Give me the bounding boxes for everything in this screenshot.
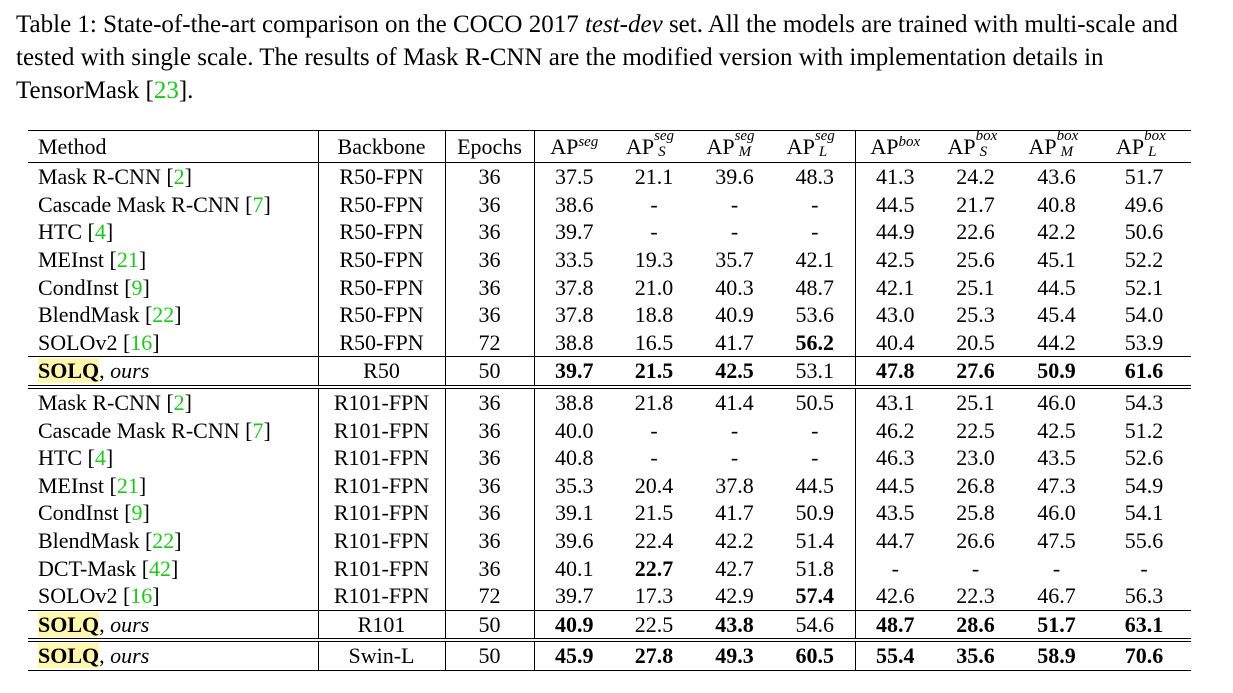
metric-cell: 25.8 <box>956 500 995 526</box>
method-citation[interactable]: 9 <box>131 274 143 300</box>
metric-cell: 61.6 <box>1097 357 1191 387</box>
table-row <box>28 191 1191 219</box>
backbone-cell: R50 <box>318 357 445 387</box>
method-cell: MEInst [21] <box>28 472 318 500</box>
metric-cell: 52.2 <box>1124 247 1164 273</box>
metric-cell: 46.3 <box>876 445 915 471</box>
metric-cell: - <box>775 218 855 246</box>
metric-cell: 52.6 <box>1124 445 1164 471</box>
metric-cell: - <box>1140 555 1148 581</box>
method-citation[interactable]: 16 <box>130 583 153 609</box>
header-backbone: Backbone <box>318 131 445 163</box>
backbone-cell: R50-FPN <box>318 218 445 246</box>
ours-label: ours <box>110 643 150 669</box>
epochs-cell: 36 <box>445 301 534 329</box>
method-name: SOLOv2 <box>38 583 118 609</box>
metric-cell: 42.5 <box>1037 417 1076 443</box>
method-citation[interactable]: 9 <box>131 500 143 526</box>
metric-cell: 38.8 <box>555 329 594 355</box>
metric-cell: - <box>775 191 855 219</box>
table-row <box>28 640 1191 670</box>
method-cell: SOLQ, ours <box>28 640 318 670</box>
metric-cell: 43.6 <box>1016 163 1097 191</box>
method-citation[interactable]: 4 <box>94 445 106 471</box>
table-row <box>28 301 1191 329</box>
backbone-cell: R101-FPN <box>318 582 445 610</box>
metric-cell: 23.0 <box>956 445 995 471</box>
header-ap-box-l: AP box L <box>1097 131 1191 163</box>
method-name: BlendMask <box>38 528 140 554</box>
method-name: HTC <box>38 219 82 245</box>
backbone-cell: R50-FPN <box>318 163 445 191</box>
metric-cell: 39.6 <box>555 528 594 554</box>
header-ap-box-s: AP box S <box>935 131 1016 163</box>
epochs-cell: 36 <box>445 472 534 500</box>
table-row <box>28 218 1191 246</box>
epochs-cell: 72 <box>445 329 534 357</box>
metric-cell: 50.5 <box>775 387 855 417</box>
metric-cell: 26.8 <box>956 472 995 498</box>
header-row <box>28 131 1191 163</box>
method-citation[interactable]: 16 <box>130 329 153 355</box>
metric-cell: 51.2 <box>1124 417 1164 443</box>
method-name: SOLOv2 <box>38 329 118 355</box>
method-name: DCT-Mask <box>38 555 137 581</box>
metric-cell: 49.3 <box>694 640 775 670</box>
table-row <box>28 387 1191 417</box>
metric-cell: 53.1 <box>775 357 855 387</box>
metric-cell: 35.6 <box>935 640 1016 670</box>
metric-cell: 38.8 <box>534 387 614 417</box>
metric-cell: 55.6 <box>1124 528 1164 554</box>
backbone-cell: R101-FPN <box>318 499 445 527</box>
metric-cell: 40.9 <box>534 610 614 640</box>
metric-cell: 44.2 <box>1037 329 1076 355</box>
metric-cell: 45.9 <box>534 640 614 670</box>
table-row <box>28 163 1191 191</box>
metric-cell: 54.0 <box>1124 302 1164 328</box>
epochs-cell: 50 <box>445 357 534 387</box>
metric-cell: 52.1 <box>1124 274 1164 300</box>
metric-cell: 46.0 <box>1037 500 1076 526</box>
metric-cell: 22.5 <box>956 417 995 443</box>
metric-cell: 50.9 <box>775 499 855 527</box>
metric-cell: 25.6 <box>956 247 995 273</box>
method-cell: SOLQ, ours <box>28 610 318 640</box>
metric-cell: - <box>730 445 739 471</box>
metric-cell: 42.2 <box>715 528 754 554</box>
metric-cell: 44.5 <box>876 191 915 217</box>
metric-cell: 46.0 <box>1016 387 1097 417</box>
metric-cell: 43.8 <box>694 610 775 640</box>
metric-cell: 40.4 <box>876 329 915 355</box>
backbone-cell: R50-FPN <box>318 329 445 357</box>
epochs-cell: 36 <box>445 246 534 274</box>
ours-label: ours <box>110 358 150 384</box>
backbone-cell: R101-FPN <box>318 444 445 472</box>
metric-cell: 54.3 <box>1097 387 1191 417</box>
header-ap-box: $AP^{box}$ <box>855 131 935 163</box>
metric-cell: 22.5 <box>614 610 694 640</box>
metric-cell: - <box>1052 555 1061 581</box>
method-citation[interactable]: 22 <box>152 302 175 328</box>
metric-cell: - <box>650 191 658 217</box>
backbone-cell: R101-FPN <box>318 472 445 500</box>
metric-cell: 39.6 <box>694 163 775 191</box>
metric-cell: 42.6 <box>876 583 915 609</box>
method-cell: Cascade Mask R-CNN [7] <box>28 416 318 444</box>
metric-cell: 21.8 <box>614 387 694 417</box>
method-citation[interactable]: 2 <box>173 164 185 190</box>
metric-cell: 42.5 <box>694 357 775 387</box>
metric-cell: 22.7 <box>634 555 674 581</box>
method-citation[interactable]: 4 <box>94 219 106 245</box>
caption-citation[interactable]: 23 <box>153 77 179 104</box>
method-name: Mask R-CNN <box>38 390 161 416</box>
metric-cell: 45.1 <box>1037 247 1076 273</box>
metric-cell: - <box>730 219 739 245</box>
ours-method-name: SOLQ <box>38 611 100 637</box>
metric-cell: 41.4 <box>694 387 775 417</box>
ours-method-name: SOLQ <box>38 643 100 669</box>
metric-cell: 37.5 <box>534 163 614 191</box>
metric-cell: 21.0 <box>634 274 674 300</box>
metric-cell: 54.1 <box>1124 500 1164 526</box>
metric-cell: 19.3 <box>634 247 674 273</box>
method-cell: SOLOv2 [16] <box>28 329 318 357</box>
metric-cell: - <box>971 555 980 581</box>
metric-cell: 51.8 <box>775 554 855 582</box>
metric-cell: 44.9 <box>876 219 915 245</box>
metric-cell: - <box>650 219 658 245</box>
metric-cell: 44.5 <box>775 472 855 500</box>
metric-cell: 40.0 <box>555 417 594 443</box>
backbone-cell: Swin-L <box>318 640 445 670</box>
method-cell: CondInst [9] <box>28 273 318 301</box>
metric-cell: 27.6 <box>935 357 1016 387</box>
metric-cell: 37.8 <box>555 274 594 300</box>
metric-cell: 25.1 <box>935 387 1016 417</box>
method-cell: BlendMask [22] <box>28 301 318 329</box>
epochs-cell: 50 <box>445 640 534 670</box>
metric-cell: 55.4 <box>855 640 935 670</box>
caption-rest: set. All the models are trained with multi-scale and tested with single scale. The results of Mask R-CNN are the modified version with implementation details in TensorMask [ <box>16 11 1178 104</box>
method-name: Cascade Mask R-CNN <box>38 191 240 217</box>
table-row <box>28 582 1191 610</box>
metric-cell: 54.9 <box>1124 472 1164 498</box>
table-row <box>28 472 1191 500</box>
backbone-cell: R50-FPN <box>318 191 445 219</box>
metric-cell: 51.7 <box>1016 610 1097 640</box>
metric-cell: 57.4 <box>775 582 855 610</box>
backbone-cell: R101-FPN <box>318 554 445 582</box>
metric-cell: 53.6 <box>775 301 855 329</box>
epochs-cell: 36 <box>445 191 534 219</box>
metric-cell: 42.1 <box>876 274 915 300</box>
epochs-cell: 50 <box>445 610 534 640</box>
metric-cell: 42.5 <box>876 247 915 273</box>
header-ap-seg-l: AP seg L <box>775 131 855 163</box>
metric-cell: 43.1 <box>855 387 935 417</box>
metric-cell: - <box>775 444 855 472</box>
caption-italic: test-dev <box>584 11 663 38</box>
table-row <box>28 357 1191 387</box>
method-citation[interactable]: 22 <box>152 528 175 554</box>
method-cell: SOLQ, ours <box>28 357 318 387</box>
metric-cell: 37.8 <box>715 472 754 498</box>
method-cell: SOLOv2 [16] <box>28 582 318 610</box>
epochs-cell: 36 <box>445 163 534 191</box>
table-row <box>28 329 1191 357</box>
metric-cell: 46.7 <box>1037 583 1076 609</box>
metric-cell: 44.5 <box>1037 274 1076 300</box>
header-ap-seg: $AP^{seg}$ <box>534 131 614 163</box>
method-cell: Mask R-CNN [2] <box>28 387 318 417</box>
metric-cell: 27.8 <box>614 640 694 670</box>
metric-cell: 45.4 <box>1037 302 1076 328</box>
method-citation[interactable]: 21 <box>116 247 139 273</box>
metric-cell: 33.5 <box>555 247 594 273</box>
epochs-cell: 36 <box>445 499 534 527</box>
metric-cell: 17.3 <box>634 583 674 609</box>
metric-cell: 26.6 <box>956 528 995 554</box>
metric-cell: 70.6 <box>1097 640 1191 670</box>
metric-cell: 42.7 <box>715 555 754 581</box>
metric-cell: 40.8 <box>555 445 594 471</box>
metric-cell: - <box>775 416 855 444</box>
table-row <box>28 499 1191 527</box>
metric-cell: 48.3 <box>775 163 855 191</box>
metric-cell: 48.7 <box>855 610 935 640</box>
metric-cell: 37.8 <box>555 302 594 328</box>
table-row <box>28 444 1191 472</box>
metric-cell: 58.9 <box>1016 640 1097 670</box>
metric-cell: 46.2 <box>876 417 915 443</box>
method-name: CondInst <box>38 274 119 300</box>
header-epochs: Epochs <box>445 131 534 163</box>
metric-cell: 25.3 <box>956 302 995 328</box>
metric-cell: 24.2 <box>935 163 1016 191</box>
method-name: HTC <box>38 445 82 471</box>
metric-cell: 41.3 <box>855 163 935 191</box>
method-cell: DCT-Mask [42] <box>28 554 318 582</box>
method-citation[interactable]: 7 <box>252 191 264 217</box>
metric-cell: 40.8 <box>1037 191 1076 217</box>
table-row <box>28 527 1191 555</box>
metric-cell: 53.9 <box>1124 329 1164 355</box>
table-row <box>28 273 1191 301</box>
backbone-cell: R101-FPN <box>318 416 445 444</box>
epochs-cell: 36 <box>445 527 534 555</box>
metric-cell: 22.4 <box>634 528 674 554</box>
metric-cell: 39.7 <box>534 357 614 387</box>
epochs-cell: 36 <box>445 273 534 301</box>
metric-cell: 21.7 <box>956 191 995 217</box>
metric-cell: - <box>730 191 739 217</box>
ours-method-name: SOLQ <box>38 358 100 384</box>
metric-cell: 21.5 <box>614 357 694 387</box>
epochs-cell: 36 <box>445 416 534 444</box>
method-citation[interactable]: 7 <box>252 417 264 443</box>
metric-cell: 22.3 <box>956 583 995 609</box>
metric-cell: 48.7 <box>775 273 855 301</box>
method-cell: Mask R-CNN [2] <box>28 163 318 191</box>
method-cell: BlendMask [22] <box>28 527 318 555</box>
backbone-cell: R50-FPN <box>318 301 445 329</box>
metric-cell: 22.6 <box>956 219 995 245</box>
results-table <box>28 130 1191 671</box>
backbone-cell: R101 <box>318 610 445 640</box>
table-row <box>28 554 1191 582</box>
metric-cell: 49.6 <box>1124 191 1164 217</box>
metric-cell: 43.5 <box>1037 445 1076 471</box>
metric-cell: - <box>650 445 658 471</box>
table-body <box>28 163 1191 671</box>
metric-cell: 35.3 <box>555 472 594 498</box>
metric-cell: 25.1 <box>956 274 995 300</box>
method-name: MEInst <box>38 472 104 498</box>
backbone-cell: R101-FPN <box>318 387 445 417</box>
metric-cell: 51.7 <box>1097 163 1191 191</box>
metric-cell: 47.8 <box>855 357 935 387</box>
metric-cell: 44.5 <box>876 472 915 498</box>
method-citation[interactable]: 42 <box>149 555 172 581</box>
metric-cell: 28.6 <box>935 610 1016 640</box>
metric-cell: 18.8 <box>634 302 674 328</box>
method-name: Mask R-CNN <box>38 164 161 190</box>
metric-cell: 39.1 <box>555 500 594 526</box>
header-ap-box-m: AP box M <box>1016 131 1097 163</box>
header-method: Method <box>28 131 318 163</box>
metric-cell: 47.3 <box>1037 472 1076 498</box>
metric-cell: 43.5 <box>876 500 915 526</box>
metric-cell: 40.1 <box>555 555 594 581</box>
caption-prefix: Table 1: State-of-the-art comparison on the COCO 2017 <box>16 11 585 38</box>
metric-cell: 35.7 <box>715 247 754 273</box>
method-citation[interactable]: 21 <box>116 472 139 498</box>
metric-cell: 42.9 <box>715 583 754 609</box>
metric-cell: 54.6 <box>775 610 855 640</box>
metric-cell: 42.2 <box>1037 219 1076 245</box>
backbone-cell: R50-FPN <box>318 273 445 301</box>
metric-cell: 44.7 <box>876 528 915 554</box>
table-caption <box>16 8 1216 107</box>
metric-cell: - <box>891 555 899 581</box>
header-ap-seg-s: AP seg S <box>614 131 694 163</box>
epochs-cell: 36 <box>445 554 534 582</box>
metric-cell: 16.5 <box>634 329 674 355</box>
method-cell: CondInst [9] <box>28 499 318 527</box>
metric-cell: 40.3 <box>715 274 754 300</box>
metric-cell: 21.1 <box>614 163 694 191</box>
metric-cell: 60.5 <box>775 640 855 670</box>
metric-cell: 41.7 <box>715 500 754 526</box>
metric-cell: 51.4 <box>775 527 855 555</box>
metric-cell: 47.5 <box>1037 528 1076 554</box>
metric-cell: 56.3 <box>1124 583 1164 609</box>
method-citation[interactable]: 2 <box>173 390 185 416</box>
method-cell: MEInst [21] <box>28 246 318 274</box>
method-name: BlendMask <box>38 302 140 328</box>
method-name: MEInst <box>38 247 104 273</box>
backbone-cell: R101-FPN <box>318 527 445 555</box>
epochs-cell: 72 <box>445 582 534 610</box>
method-cell: HTC [4] <box>28 444 318 472</box>
metric-cell: 41.7 <box>715 329 754 355</box>
metric-cell: 38.6 <box>555 191 594 217</box>
ours-label: ours <box>110 611 150 637</box>
metric-cell: - <box>730 417 739 443</box>
metric-cell: 39.7 <box>555 219 594 245</box>
metric-cell: 43.0 <box>876 302 915 328</box>
metric-cell: 50.9 <box>1016 357 1097 387</box>
metric-cell: - <box>650 417 658 443</box>
caption-end: ]. <box>178 77 194 104</box>
backbone-cell: R50-FPN <box>318 246 445 274</box>
metric-cell: 39.7 <box>555 583 594 609</box>
metric-cell: 40.9 <box>715 302 754 328</box>
method-name: CondInst <box>38 500 119 526</box>
method-cell: Cascade Mask R-CNN [7] <box>28 191 318 219</box>
table-row <box>28 246 1191 274</box>
metric-cell: 20.5 <box>956 329 995 355</box>
metric-cell: 21.5 <box>634 500 674 526</box>
method-name: Cascade Mask R-CNN <box>38 417 240 443</box>
epochs-cell: 36 <box>445 387 534 417</box>
table-row <box>28 416 1191 444</box>
epochs-cell: 36 <box>445 444 534 472</box>
method-cell: HTC [4] <box>28 218 318 246</box>
metric-cell: 63.1 <box>1097 610 1191 640</box>
metric-cell: 50.6 <box>1124 219 1164 245</box>
metric-cell: 20.4 <box>634 472 674 498</box>
header-ap-seg-m: AP seg M <box>694 131 775 163</box>
table-row <box>28 610 1191 640</box>
metric-cell: 56.2 <box>775 329 855 357</box>
epochs-cell: 36 <box>445 218 534 246</box>
metric-cell: 42.1 <box>775 246 855 274</box>
